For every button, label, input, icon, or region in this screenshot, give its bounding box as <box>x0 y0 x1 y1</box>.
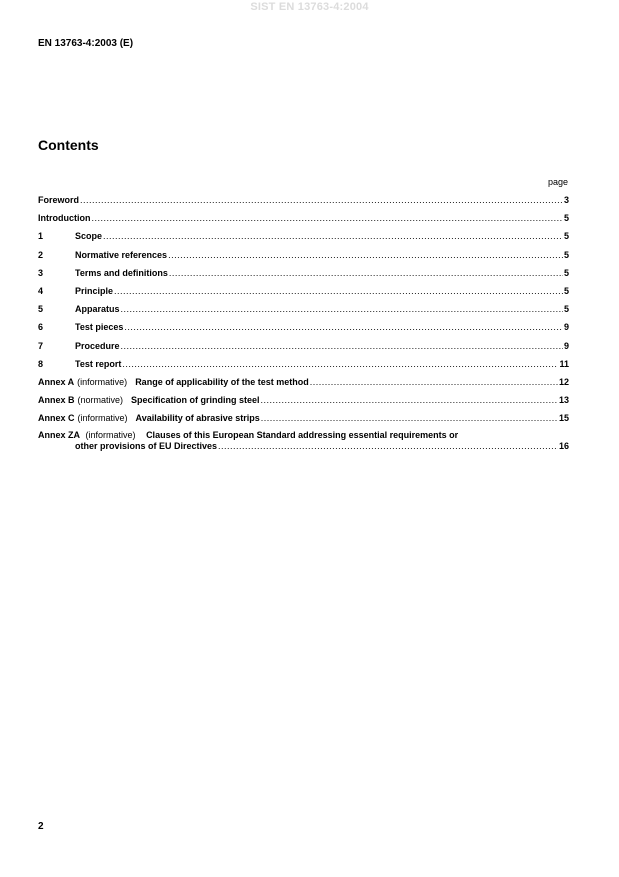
dot-leader <box>124 321 563 333</box>
annex-label: Annex ZA <box>38 430 81 441</box>
dot-leader <box>80 194 563 206</box>
toc-page: 9 <box>563 340 569 351</box>
toc-number: 1 <box>38 231 44 242</box>
toc-page: 11 <box>559 358 569 369</box>
toc-title: Range of applicability of the test method <box>135 376 309 387</box>
toc-page: 12 <box>558 376 569 387</box>
toc-page: 5 <box>563 304 569 315</box>
toc-page: 5 <box>563 231 569 242</box>
dot-leader <box>122 358 558 370</box>
dot-leader <box>169 267 563 279</box>
toc-title: Specification of grinding steel <box>131 395 260 406</box>
toc-title: Normative references <box>75 249 168 260</box>
toc-title: Foreword <box>38 195 80 205</box>
toc-title: Introduction <box>38 213 91 224</box>
dot-leader <box>218 441 558 452</box>
dot-leader <box>121 303 563 315</box>
toc-entry-test-pieces[interactable] <box>38 321 569 339</box>
toc-entry-principle[interactable] <box>38 285 569 303</box>
dot-leader <box>92 212 563 224</box>
toc-title-line1: Clauses of this European Standard addressing essential requirements or <box>146 430 459 441</box>
annex-label: Annex C <box>38 413 75 424</box>
document-header: EN 13763-4:2003 (E) <box>38 38 134 49</box>
page-number: 2 <box>38 821 44 832</box>
annex-note: (informative) <box>77 413 128 424</box>
toc-entry-scope[interactable] <box>38 230 569 248</box>
contents-title: Contents <box>38 137 99 153</box>
toc-title: Test pieces <box>75 322 124 333</box>
toc-page: 15 <box>558 413 569 424</box>
toc-page: 5 <box>563 249 569 260</box>
page-column-label: page <box>547 177 568 187</box>
toc-entry-terms-and-definitions[interactable] <box>38 267 569 285</box>
table-of-contents <box>38 194 569 452</box>
toc-page: 13 <box>558 395 569 406</box>
dot-leader <box>261 412 558 424</box>
dot-leader <box>310 376 558 388</box>
toc-title: Scope <box>75 231 103 242</box>
dot-leader <box>114 285 563 297</box>
toc-page: 16 <box>558 441 569 452</box>
annex-note: (normative) <box>77 395 124 406</box>
toc-page: 9 <box>563 322 569 333</box>
toc-entry-test-report[interactable] <box>38 358 569 376</box>
annex-label: Annex A <box>38 376 75 387</box>
toc-number: 7 <box>38 340 44 351</box>
toc-title: Availability of abrasive strips <box>135 413 260 424</box>
toc-number: 6 <box>38 322 44 333</box>
toc-number: 5 <box>38 304 44 315</box>
dot-leader <box>103 230 563 242</box>
toc-title: Apparatus <box>75 304 120 315</box>
toc-entry-procedure[interactable] <box>38 340 569 358</box>
annex-label: Annex B <box>38 395 75 406</box>
toc-entry-apparatus[interactable] <box>38 303 569 321</box>
toc-title: Procedure <box>75 340 120 351</box>
dot-leader <box>121 340 563 352</box>
toc-page: 5 <box>563 213 569 224</box>
toc-title-line2: other provisions of EU Directives <box>75 441 218 452</box>
watermark: SIST EN 13763-4:2004 <box>250 1 369 13</box>
toc-entry-annex-b[interactable] <box>38 394 569 412</box>
toc-number: 4 <box>38 285 44 296</box>
toc-entry-introduction[interactable] <box>38 212 569 230</box>
toc-number: 2 <box>38 249 44 260</box>
toc-page: 3 <box>563 195 569 205</box>
toc-title: Terms and definitions <box>75 267 168 278</box>
toc-entry-annex-c[interactable] <box>38 412 569 430</box>
annex-note: (informative) <box>77 376 128 387</box>
toc-entry-annex-za[interactable] <box>38 430 569 452</box>
toc-number: 3 <box>38 267 44 278</box>
annex-note: (informative) <box>85 430 136 441</box>
toc-entry-annex-a[interactable] <box>38 376 569 394</box>
dot-leader <box>168 249 563 261</box>
toc-page: 5 <box>563 285 569 296</box>
toc-entry-foreword[interactable] <box>38 194 569 212</box>
toc-title: Test report <box>75 358 122 369</box>
dot-leader <box>261 394 558 406</box>
toc-entry-normative-references[interactable] <box>38 249 569 267</box>
toc-page: 5 <box>563 267 569 278</box>
toc-number: 8 <box>38 358 44 369</box>
toc-title: Principle <box>75 285 114 296</box>
